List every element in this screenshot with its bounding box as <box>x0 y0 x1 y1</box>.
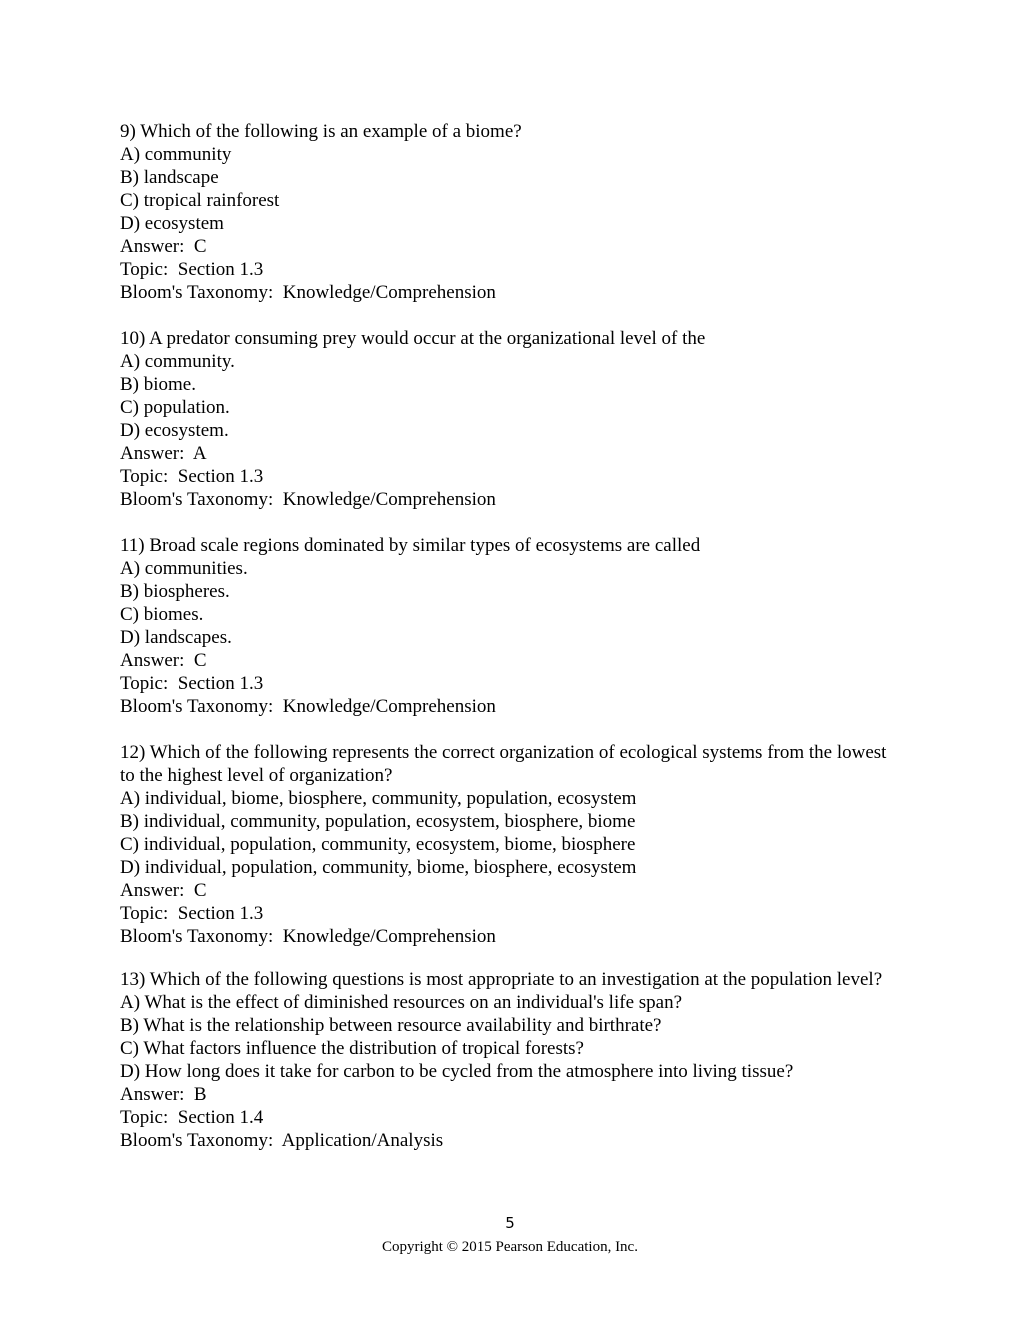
question-10 <box>120 327 890 511</box>
topic-line: Topic: Section 1.3 <box>120 903 264 924</box>
option-c: C) individual, population, community, ecosystem, biome, biosphere <box>120 834 636 855</box>
option-b: B) What is the relationship between resource availability and birthrate? <box>120 1015 662 1036</box>
answer-line: Answer: C <box>120 650 207 671</box>
option-a: A) community <box>120 144 232 165</box>
question-stem: 13) Which of the following questions is most appropriate to an investigation at the population level? <box>120 969 883 990</box>
answer-line: Answer: C <box>120 880 207 901</box>
question-stem: 9) Which of the following is an example of a biome? <box>120 121 522 142</box>
option-a: A) community. <box>120 351 235 372</box>
topic-line: Topic: Section 1.3 <box>120 466 264 487</box>
question-stem: 11) Broad scale regions dominated by similar types of ecosystems are called <box>120 535 701 556</box>
option-c: C) tropical rainforest <box>120 190 280 211</box>
option-d: D) individual, population, community, biome, biosphere, ecosystem <box>120 857 637 878</box>
option-a: A) individual, biome, biosphere, community, population, ecosystem <box>120 788 637 809</box>
option-d: D) How long does it take for carbon to be cycled from the atmosphere into living tissue? <box>120 1061 794 1082</box>
option-d: D) landscapes. <box>120 627 232 648</box>
bloom-line: Bloom's Taxonomy: Knowledge/Comprehension <box>120 926 496 947</box>
bloom-line: Bloom's Taxonomy: Application/Analysis <box>120 1130 444 1151</box>
question-12 <box>120 741 890 948</box>
option-c: C) population. <box>120 397 230 418</box>
question-list <box>120 120 890 1175</box>
topic-line: Topic: Section 1.4 <box>120 1107 264 1128</box>
topic-line: Topic: Section 1.3 <box>120 673 264 694</box>
option-d: D) ecosystem. <box>120 420 229 441</box>
answer-line: Answer: B <box>120 1084 207 1105</box>
option-d: D) ecosystem <box>120 213 224 234</box>
question-13 <box>120 968 890 1152</box>
option-b: B) landscape <box>120 167 219 188</box>
option-c: C) What factors influence the distribution of tropical forests? <box>120 1038 584 1059</box>
bloom-line: Bloom's Taxonomy: Knowledge/Comprehension <box>120 282 496 303</box>
topic-line: Topic: Section 1.3 <box>120 259 264 280</box>
question-stem: 10) A predator consuming prey would occur at the organizational level of the <box>120 328 706 349</box>
page-number: 5 <box>505 1214 515 1232</box>
answer-line: Answer: C <box>120 236 207 257</box>
bloom-line: Bloom's Taxonomy: Knowledge/Comprehension <box>120 696 496 717</box>
answer-line: Answer: A <box>120 443 207 464</box>
copyright-notice: Copyright © 2015 Pearson Education, Inc. <box>382 1239 638 1255</box>
option-a: A) What is the effect of diminished resources on an individual's life span? <box>120 992 683 1013</box>
option-c: C) biomes. <box>120 604 204 625</box>
question-9 <box>120 120 890 304</box>
option-a: A) communities. <box>120 558 248 579</box>
question-11 <box>120 534 890 718</box>
question-stem: 12) Which of the following represents the correct organization of ecological systems from the lowest to the highest level of organization? <box>120 742 892 786</box>
option-b: B) biospheres. <box>120 581 230 602</box>
option-b: B) individual, community, population, ecosystem, biosphere, biome <box>120 811 636 832</box>
option-b: B) biome. <box>120 374 196 395</box>
bloom-line: Bloom's Taxonomy: Knowledge/Comprehension <box>120 489 496 510</box>
